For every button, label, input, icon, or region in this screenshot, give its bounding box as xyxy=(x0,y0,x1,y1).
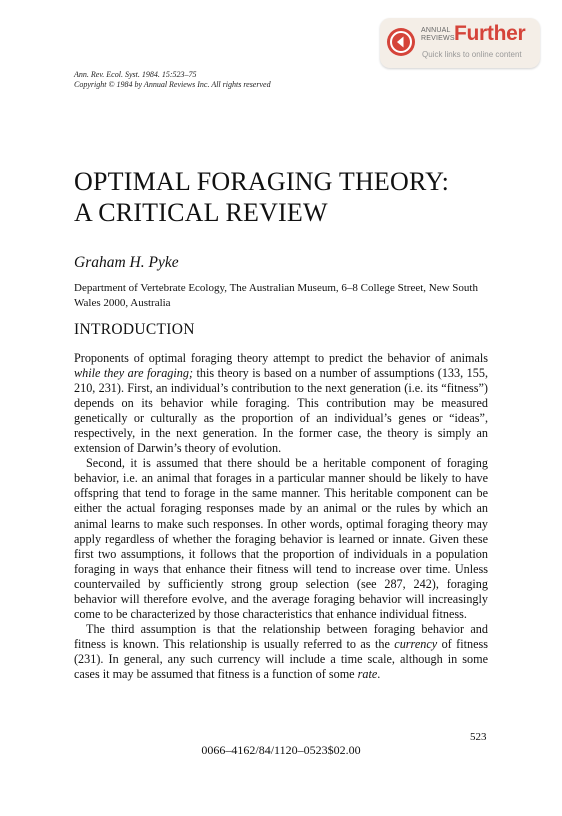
play-arrow-icon xyxy=(387,28,415,56)
journal-citation: Ann. Rev. Ecol. Syst. 1984. 15:523–75 xyxy=(74,70,197,79)
article-body xyxy=(74,351,488,682)
paragraph-3-part-b: of fitness (231). In general, any such currency will include a time scale, although in some cases it may be assumed that fitness is a function of some xyxy=(74,636,488,681)
page-number: 523 xyxy=(470,731,487,743)
paragraph-2: Second, it is assumed that there should be a heritable component of foraging behavior, i.e. an animal that forages in a particular manner should be likely to have offspring that tend to forage in the same manner. This heritable component can be either the actual foraging responses made by an animal or the rules by which an animal learns to make such responses. In other words, optimal foraging theory may apply regardless of whether the foraging behavior is learned or innate. Given these first two assumptions, it follows that the proportion of individuals in a population foraging in ways that enhance their fitness will tend to increase over time. Unless countervailed by sufficiently strong group selection (see 287, 242), foraging behavior will therefore evolve, and the average foraging behavior will increasingly come to be characterized by those characteristics that enhance individual fitness. xyxy=(74,456,488,621)
paragraph-1 xyxy=(74,351,488,456)
paragraph-3 xyxy=(74,622,488,682)
annual-reviews-further-banner[interactable] xyxy=(380,18,540,68)
section-heading: INTRODUCTION xyxy=(74,321,195,338)
article-title-line1: OPTIMAL FORAGING THEORY: xyxy=(74,167,450,196)
article-title-line2: A CRITICAL REVIEW xyxy=(74,198,328,227)
paragraph-1-part-a: Proponents of optimal foraging theory attempt to predict the behavior of animals xyxy=(74,351,488,365)
banner-further-word: Further xyxy=(454,22,526,45)
banner-brand xyxy=(421,27,455,43)
journal-copyright: Copyright © 1984 by Annual Reviews Inc. All rights reserved xyxy=(74,80,271,89)
paragraph-1-emphasis: while they are foraging; xyxy=(74,366,194,381)
author-affiliation: Department of Vertebrate Ecology, The Australian Museum, 6–8 College Street, New South Wales 2000, Australia xyxy=(74,282,478,309)
paragraph-3-part-c: . xyxy=(377,666,381,681)
journal-citation-block xyxy=(74,70,271,90)
paragraph-3-part-a: The third assumption is that the relationship between foraging behavior and fitness is known. This relationship is usually referred to as the xyxy=(74,621,488,651)
article-code: 0066–4162/84/1120–0523$02.00 xyxy=(201,743,361,757)
author-name: Graham H. Pyke xyxy=(74,254,179,271)
banner-brand-line2: REVIEWS xyxy=(421,35,455,42)
paragraph-3-emphasis-rate: rate xyxy=(357,666,378,681)
banner-tagline: Quick links to online content xyxy=(422,50,522,59)
paragraph-1-part-b: this theory is based on a number of assumptions (133, 155, 210, 231). First, an individual’s contribution to the next generation (i.e. its “fitness”) depends on its behavior while foraging. This contribution may be measured genetically or culturally as the proportion of an individual’s genes or “ideas”, respectively, in the next generation. In the former case, the theory is simply an extension of Darwin’s theory of evolution. xyxy=(74,366,488,456)
paragraph-3-emphasis-currency: currency xyxy=(394,636,438,651)
banner-brand-line1: ANNUAL xyxy=(421,27,451,34)
article-title xyxy=(74,166,449,228)
